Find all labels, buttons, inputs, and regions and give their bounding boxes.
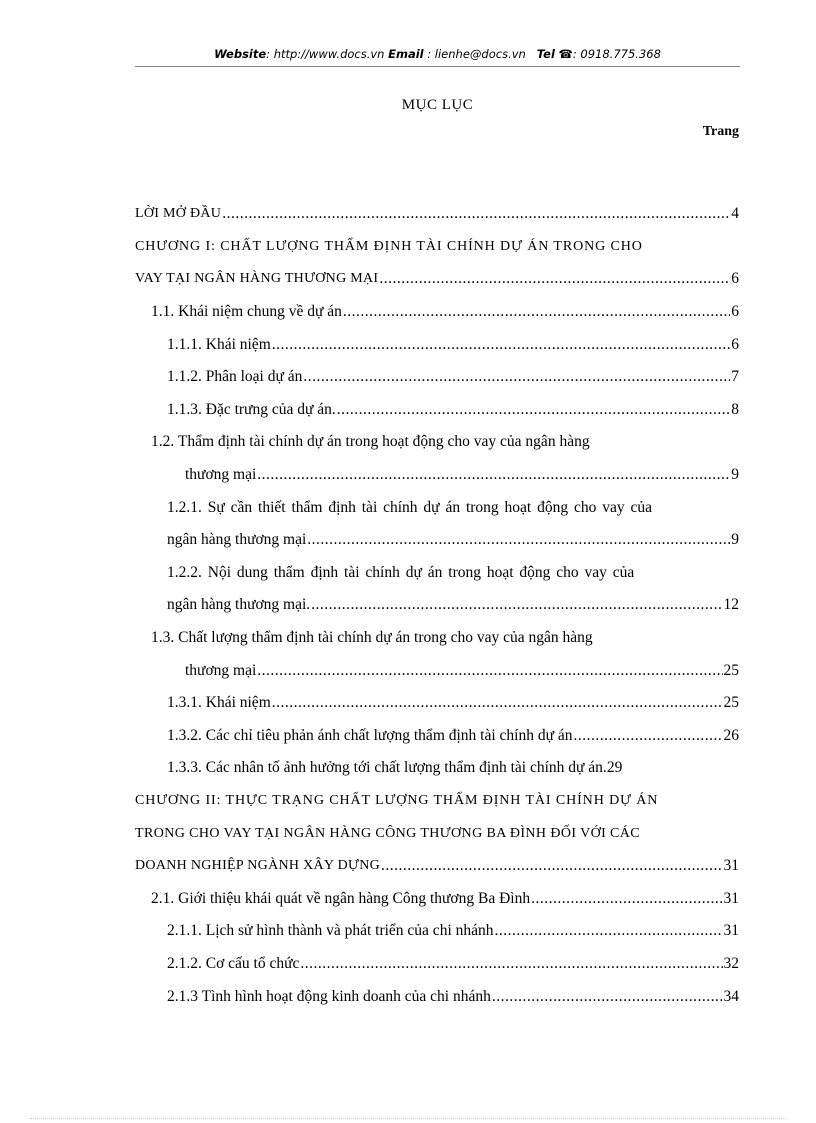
toc-entry: 1.3.3. Các nhân tố ảnh hưởng tới chất lượng thẩm định tài chính dự án. 29 — [167, 759, 623, 777]
toc-entry: 1.2.1. Sự cần thiết thẩm định tài chính dự án trong hoạt động cho vay của — [167, 498, 653, 516]
toc-entry: CHƯƠNG II: THỰC TRẠNG CHẤT LƯỢNG THẨM ĐỊNH TÀI CHÍNH DỰ ÁN — [135, 792, 659, 808]
toc-entry: DOANH NGHIỆP NGÀNH XÂY DỰNG ..... 31 — [135, 850, 739, 883]
toc-entry: 2.1. Giới thiệu khái quát về ngân hàng Công thương Ba Đình ..... 31 — [135, 882, 739, 915]
toc-entry: 1.1.2. Phân loại dự án ..... 7 — [135, 361, 739, 394]
toc-entry: ngân hàng thương mại. ..... 12 — [135, 589, 739, 622]
toc-entry: 1.2.2. Nội dung thẩm định tài chính dự án trong hoạt động cho vay của — [167, 563, 635, 581]
table-of-contents — [135, 198, 739, 1013]
toc-entry: 1.2. Thẩm định tài chính dự án trong hoạt động cho vay của ngân hàng — [151, 433, 590, 451]
toc-entry: 2.1.3 Tình hình hoạt động kinh doanh của chi nhánh ..... 34 — [135, 980, 739, 1013]
website-value: : http://www.docs.vn — [266, 47, 385, 61]
phone-icon: ☎ — [558, 47, 573, 61]
toc-entry: 2.1.2. Cơ cấu tổ chức ..... 32 — [135, 948, 739, 981]
toc-entry: TRONG CHO VAY TẠI NGÂN HÀNG CÔNG THƯƠNG BA ĐÌNH ĐỐI VỚI CÁC — [135, 825, 641, 841]
tel-value: : 0918.775.368 — [572, 47, 661, 61]
toc-entry: 1.1.3. Đặc trưng của dự án. ..... 8 — [135, 394, 739, 427]
toc-entry: 1.1.1. Khái niệm ..... 6 — [135, 328, 739, 361]
page-header — [135, 47, 740, 61]
toc-entry: thương mại ..... 9 — [135, 459, 739, 492]
tel-label: Tel — [536, 47, 555, 61]
website-label: Website — [214, 47, 267, 61]
page-bottom-border — [30, 1118, 786, 1119]
toc-entry: VAY TẠI NGÂN HÀNG THƯƠNG MẠI ..... 6 — [135, 263, 739, 296]
toc-entry: CHƯƠNG I: CHẤT LƯỢNG THẨM ĐỊNH TÀI CHÍNH DỰ ÁN TRONG CHO — [135, 238, 643, 254]
toc-entry: 1.3. Chất lượng thẩm định tài chính dự án trong cho vay của ngân hàng — [151, 629, 593, 647]
toc-entry: 1.1. Khái niệm chung về dự án ..... 6 — [135, 296, 739, 329]
toc-entry: thương mại ..... 25 — [135, 654, 739, 687]
toc-entry: ngân hàng thương mại ..... 9 — [135, 524, 739, 557]
header-divider — [135, 66, 740, 67]
toc-entry: LỜI MỞ ĐẦU ..... 4 — [135, 198, 739, 231]
toc-entry: 2.1.1. Lịch sử hình thành và phát triển của chi nhánh ..... 31 — [135, 915, 739, 948]
page-title: MỤC LỤC — [401, 97, 474, 113]
email-value: : lienhe@docs.vn — [423, 47, 526, 61]
page-column-label: Trang — [702, 124, 739, 139]
toc-entry: 1.3.1. Khái niệm ..... 25 — [135, 687, 739, 720]
email-label: Email — [388, 47, 424, 61]
toc-entry: 1.3.2. Các chỉ tiêu phản ánh chất lượng thẩm định tài chính dự án ..... 26 — [135, 720, 739, 753]
